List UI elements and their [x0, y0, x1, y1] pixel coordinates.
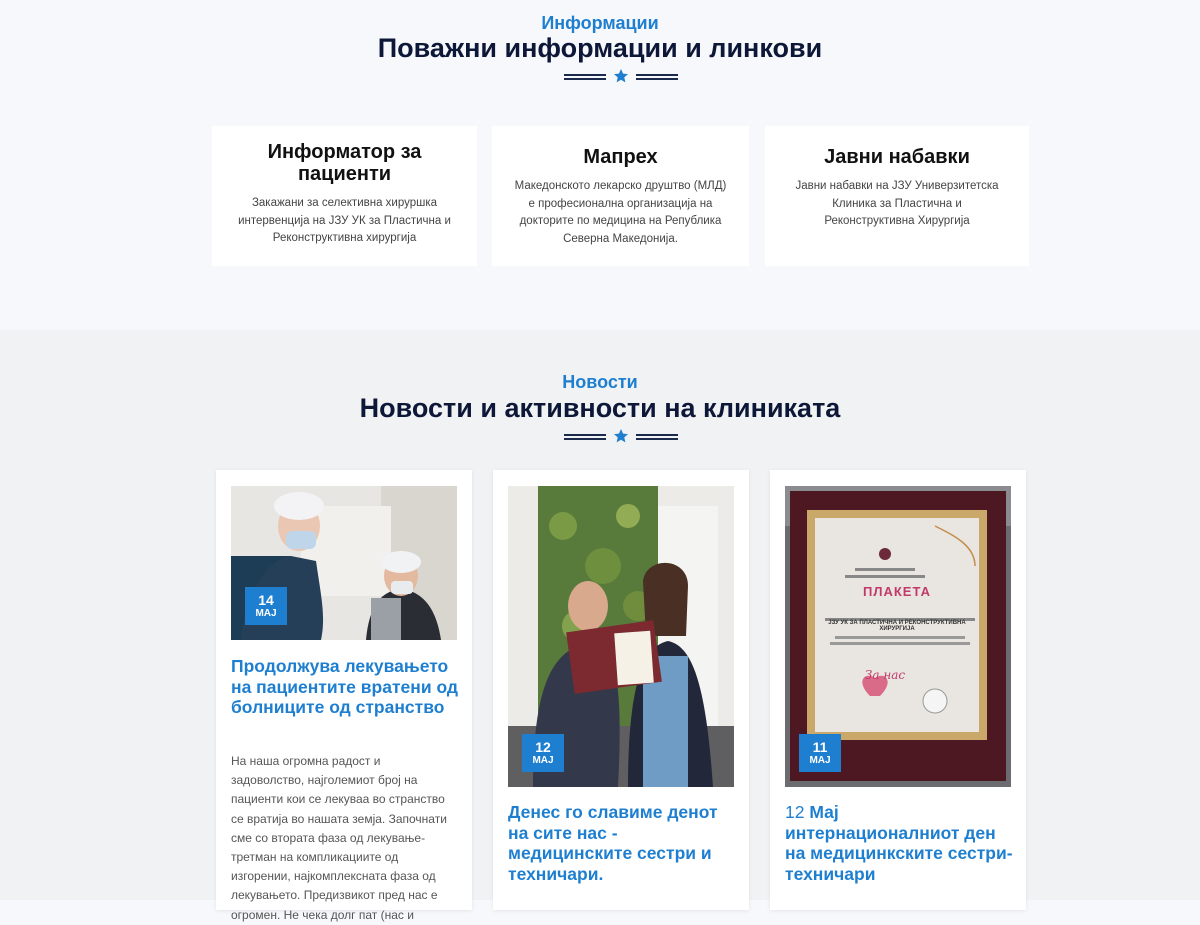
news-item-title[interactable]: Денес го славиме денот на сите нас - медицинските сестри и техничари.	[508, 802, 718, 884]
plaque-line: ЈЗУ УК ЗА ПЛАСТИЧНА И РЕКОНСТРУКТИВНА ХИРУРГИЈА	[828, 620, 966, 632]
news-title: Новости и активности на клиниката	[359, 393, 841, 423]
date-day: 11	[812, 739, 828, 755]
info-kicker: Информации	[541, 13, 659, 33]
info-card-title[interactable]: Мапрех	[583, 146, 658, 168]
news-item-title-text: Мај интернационалниот ден на медицинкските сестри-техничари	[785, 802, 1013, 884]
date-month: МАЈ	[809, 755, 831, 766]
info-card-title[interactable]: Информатор за пациенти	[267, 141, 422, 185]
news-card	[216, 470, 472, 922]
plaque-script: За нас	[864, 668, 906, 682]
info-card-patients[interactable]	[212, 126, 477, 266]
news-section	[0, 330, 1200, 922]
news-item-title[interactable]: Продолжува лекувањето на пациентите вратени од болниците од странство	[231, 656, 459, 717]
info-divider	[564, 72, 678, 86]
star-icon	[613, 428, 629, 444]
news-item-title-prefix: 12	[785, 802, 805, 822]
date-month: МАЈ	[255, 608, 277, 619]
news-item-title[interactable]	[785, 802, 1015, 884]
info-card-text: Македонското лекарско друштво (МЛД) е професионална организација на докторите по медицина на Република Северна Македонија.	[514, 180, 727, 245]
plaque-header: ПЛАКЕТА	[863, 584, 931, 599]
date-month: МАЈ	[532, 755, 554, 766]
news-card	[493, 470, 749, 910]
info-section	[0, 0, 1200, 330]
date-badge	[799, 734, 841, 772]
info-card-maprex[interactable]	[492, 126, 749, 266]
info-card-procurement[interactable]	[765, 126, 1029, 266]
date-day: 12	[535, 739, 551, 755]
info-title: Поважни информации и линкови	[377, 33, 823, 63]
news-card	[770, 470, 1026, 910]
news-kicker: Новости	[562, 372, 638, 392]
star-icon	[613, 68, 629, 84]
date-day: 14	[258, 592, 274, 608]
news-divider	[564, 432, 678, 446]
info-card-title[interactable]: Јавни набавки	[824, 146, 970, 168]
date-badge	[522, 734, 564, 772]
info-card-text: Јавни набавки на ЈЗУ Универзитетска Клиника за Пластична и Реконструктивна Хирургија	[795, 180, 999, 227]
info-card-text: Закажани за селективна хируршка интервенција на ЈЗУ УК за Пластична и Реконструктивна хирургија	[238, 197, 451, 244]
news-item-excerpt: На наша огромна радост и задоволство, најголемиот број на пациенти кои се лекуваа во странство се вратија во нашата земја. Започнати сме со втората фаза од лекување-третман на компликациите од изгорении, најкомплексната фаза од лекувањето. Предизвикот пред нас е огромен. Не чека долг пат (нас и	[231, 754, 447, 922]
date-badge	[245, 587, 287, 625]
